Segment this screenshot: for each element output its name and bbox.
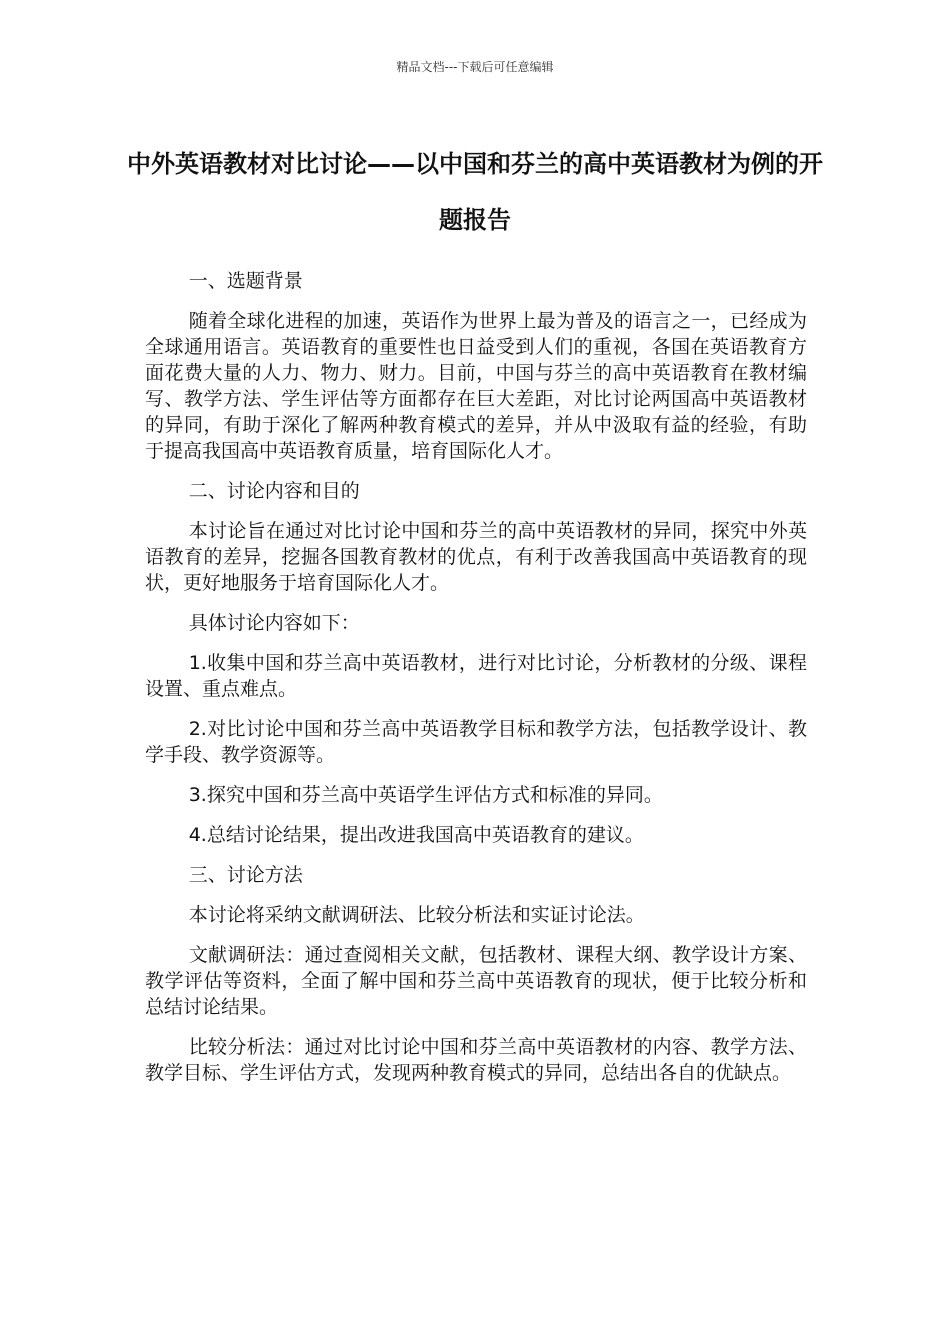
list-item-2: 2.对比讨论中国和芬兰高中英语教学目标和教学方法，包括教学设计、教学手段、教学资源等。 [145,718,807,766]
section-heading-content-purpose: 二、讨论内容和目的 [188,480,360,502]
section-heading-background: 一、选题背景 [188,270,303,292]
document-title: 中外英语教材对比讨论——以中国和芬兰的高中英语教材为例的开题报告 [127,150,823,234]
paragraph-methods-intro: 本讨论将采纳文献调研法、比较分析法和实证讨论法。 [188,904,645,926]
section-heading-methods: 三、讨论方法 [188,864,303,886]
document-body [145,268,807,1100]
list-item-1: 1.收集中国和芬兰高中英语教材，进行对比讨论，分析教材的分级、课程设置、重点难点。 [145,652,807,700]
paragraph-literature-method: 文献调研法：通过查阅相关文献，包括教材、课程大纲、教学设计方案、教学评估等资料，全面了解中国和芬兰高中英语教育的现状，便于比较分析和总结讨论结果。 [145,944,807,1018]
paragraph-background: 随着全球化进程的加速，英语作为世界上最为普及的语言之一，已经成为全球通用语言。英语教育的重要性也日益受到人们的重视，各国在英语教育方面花费大量的人力、物力、财力。目前，中国与芬兰的高中英语教育在教材编写、教学方法、学生评估等方面都存在巨大差距，对比讨论两国高中英语教材的异同，有助于深化了解两种教育模式的差异，并从中汲取有益的经验，有助于提高我国高中英语教育质量，培育国际化人才。 [145,310,807,462]
paragraph-comparative-method: 比较分析法：通过对比讨论中国和芬兰高中英语教材的内容、教学方法、教学目标、学生评估方式，发现两种教育模式的异同，总结出各自的优缺点。 [145,1036,807,1084]
list-item-4: 4.总结讨论结果，提出改进我国高中英语教育的建议。 [188,824,644,846]
page-header: 精品文档---下载后可任意编辑 [396,60,554,74]
paragraph-content-intro: 具体讨论内容如下： [188,612,360,634]
list-item-3: 3.探究中国和芬兰高中英语学生评估方式和标准的异同。 [188,784,663,806]
paragraph-purpose: 本讨论旨在通过对比讨论中国和芬兰的高中英语教材的异同，探究中外英语教育的差异，挖掘各国教育教材的优点，有利于改善我国高中英语教育的现状，更好地服务于培育国际化人才。 [145,520,807,594]
